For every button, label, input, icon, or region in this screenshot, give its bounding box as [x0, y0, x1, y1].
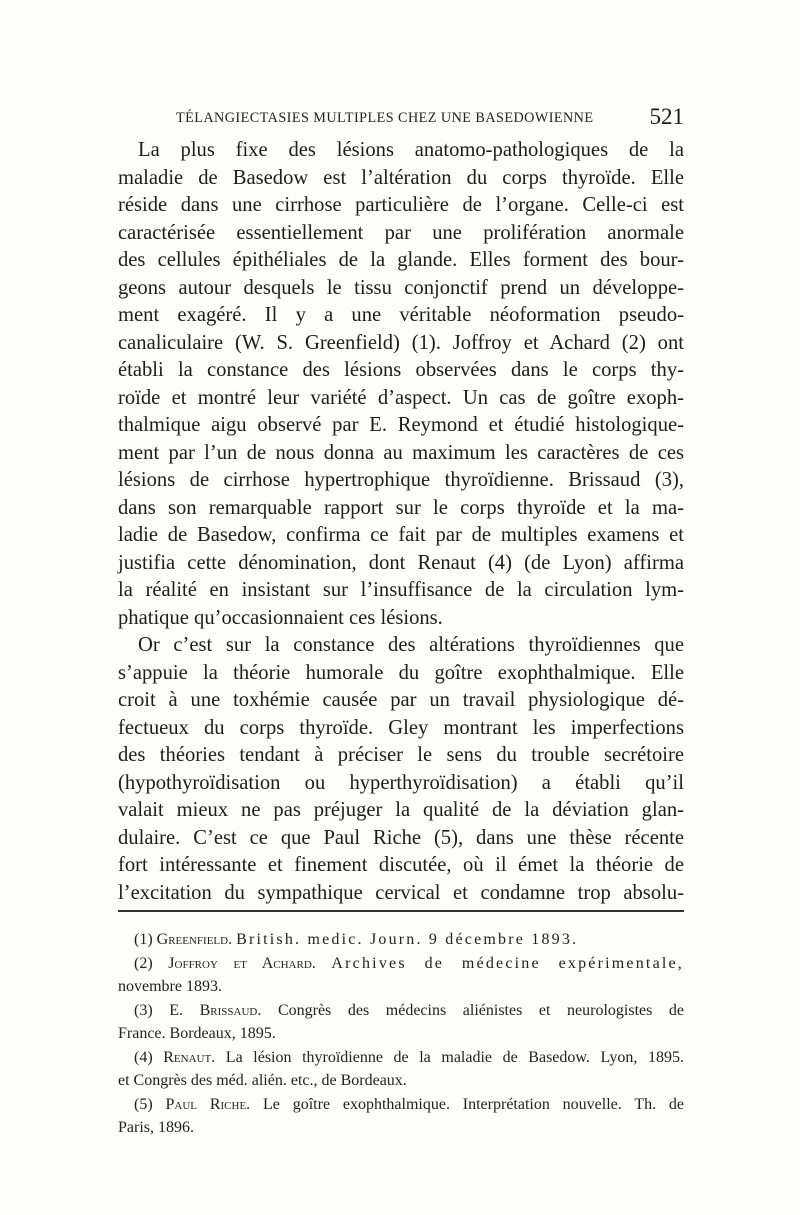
text-line: lésions de cirrhose hypertrophique thyroïdienne. Brissaud (3), — [118, 469, 684, 491]
footnote-1 — [118, 928, 684, 952]
footnote-divider — [118, 910, 684, 912]
running-title: TÉLANGIECTASIES MULTIPLES CHEZ UNE BASEDOWIENNE — [176, 110, 594, 126]
text-line: dulaire. C’est ce que Paul Riche (5), dans une thèse récente — [118, 826, 684, 849]
body-text — [118, 137, 684, 907]
text-line: réside dans une cirrhose particulière de l’organe. Celle-ci est — [118, 194, 684, 216]
paragraph-2 — [118, 632, 684, 907]
footnote-line — [118, 928, 684, 952]
text-line: canaliculaire (W. S. Greenfield) (1). Joffroy et Achard (2) ont — [118, 331, 684, 354]
footnote-3 — [118, 999, 684, 1046]
footnote-line: et Congrès des méd. alién. etc., de Bordeaux. — [118, 1072, 407, 1089]
text-line: la réalité en insistant sur l’insuffisance de la circulation lym- — [118, 579, 684, 601]
footnote-author: Joffroy et Achard. — [168, 954, 316, 972]
footnote-author: Renaut. — [163, 1048, 216, 1066]
paragraph-1 — [118, 137, 684, 632]
text-line: croit à une toxhémie causée par un travail physiologique dé- — [118, 689, 684, 711]
text-line: ladie de Basedow, confirma ce fait par de multiples examens et — [118, 524, 684, 546]
footnote-text: La lésion thyroïdienne de la maladie de Basedow. Lyon, 1895. — [225, 1048, 684, 1066]
text-line: Or c’est sur la constance des altérations thyroïdiennes que — [138, 634, 684, 656]
text-line: phatique qu’occasionnaient ces lésions. — [118, 606, 443, 629]
footnote-author: E. Brissaud. — [169, 1001, 262, 1019]
footnote-line — [118, 1046, 684, 1070]
footnote-marker: (2) — [134, 954, 153, 972]
footnote-line: novembre 1893. — [118, 978, 222, 995]
text-line: caractérisée essentiellement par une prolifération anormale — [118, 221, 684, 244]
text-line: fort intéressante et finement discutée, où il émet la théorie de — [118, 854, 684, 876]
footnote-author: Paul Riche. — [165, 1095, 251, 1113]
text-line: ment par l’un de nous donna au maximum les caractères de ces — [118, 441, 684, 464]
text-line: établi la constance des lésions observées dans le corps thy- — [118, 359, 684, 381]
footnotes — [118, 928, 684, 1140]
text-line: l’excitation du sympathique cervical et condamne trop absolu- — [118, 881, 684, 904]
page-number: 521 — [649, 104, 684, 129]
footnote-author: Greenfield. — [156, 931, 233, 948]
text-line: valait mieux ne pas préjuger la qualité de la déviation glan- — [118, 799, 684, 821]
text-line: des cellules épithéliales de la glande. Elles forment des bour- — [118, 249, 684, 271]
footnote-line: Paris, 1896. — [118, 1119, 194, 1136]
text-line: La plus fixe des lésions anatomo-pathologiques de la — [138, 139, 684, 161]
text-line: geons autour desquels le tissu conjonctif prend un développe- — [118, 276, 684, 299]
running-head — [118, 104, 684, 132]
footnote-marker: (5) — [134, 1095, 153, 1113]
footnote-line: France. Bordeaux, 1895. — [118, 1025, 276, 1042]
footnote-line — [118, 952, 684, 976]
footnote-line — [118, 999, 684, 1023]
text-line: ment exagéré. Il y a une véritable néoformation pseudo- — [118, 304, 684, 326]
footnote-marker: (4) — [134, 1048, 153, 1066]
text-line: fectueux du corps thyroïde. Gley montrant les imperfections — [118, 716, 684, 739]
text-line: dans son remarquable rapport sur le corps thyroïde et la ma- — [118, 496, 684, 519]
text-line: justifia cette dénomination, dont Renaut (4) (de Lyon) affirma — [118, 551, 684, 574]
footnote-text: Congrès des médecins aliénistes et neurologistes de — [277, 1001, 685, 1019]
footnote-text: Archives de médecine expérimentale, — [331, 954, 685, 972]
text-line: des théories tendant à préciser le sens du trouble secrétoire — [118, 744, 684, 766]
text-line: s’appuie la théorie humorale du goître exophthalmique. Elle — [118, 661, 684, 684]
text-line: thalmique aigu observé par E. Reymond et étudié histologique- — [118, 414, 684, 436]
footnote-line — [118, 1093, 684, 1117]
footnote-4 — [118, 1046, 684, 1093]
text-line: maladie de Basedow est l’altération du corps thyroïde. Elle — [118, 166, 684, 189]
footnote-5 — [118, 1093, 684, 1140]
footnote-text: British. medic. Journ. 9 décembre 1893. — [236, 931, 579, 948]
footnote-text: Le goître exophthalmique. Interprétation nouvelle. Th. de — [263, 1095, 685, 1113]
text-line: (hypothyroïdisation ou hyperthyroïdisation) a établi qu’il — [118, 771, 684, 794]
footnote-marker: (1) — [134, 931, 153, 948]
text-line: roïde et montré leur variété d’aspect. Un cas de goître exoph- — [118, 386, 684, 409]
footnote-marker: (3) — [134, 1001, 153, 1019]
footnote-2 — [118, 952, 684, 999]
